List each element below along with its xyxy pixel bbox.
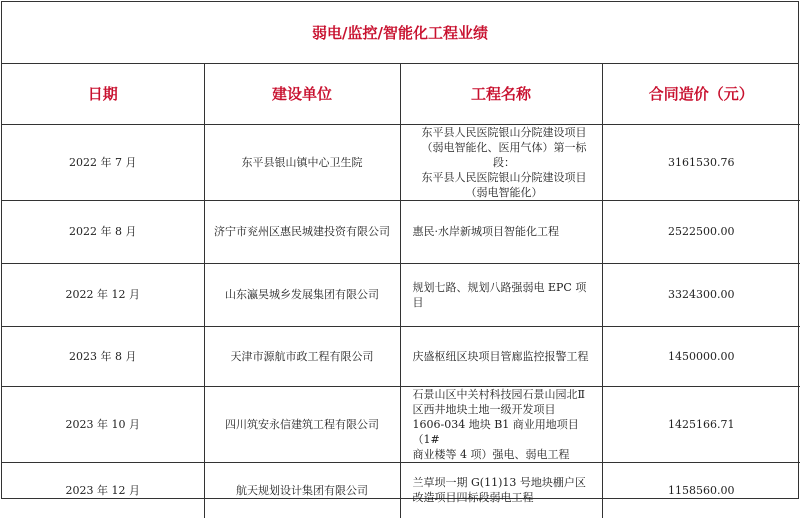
- row-project: [400, 326, 602, 386]
- row-unit: 航天规划设计集团有限公司: [204, 462, 400, 518]
- project-line: 改造项目四标段弱电工程: [412, 491, 534, 505]
- row-date: 2022 年 12 月: [2, 263, 204, 326]
- row-project: [400, 200, 602, 263]
- row-date: 2022 年 8 月: [2, 200, 204, 263]
- project-line: 区西井地块土地一级开发项目: [412, 402, 556, 416]
- table-row: [2, 200, 800, 263]
- project-line: 惠民·水岸新城项目智能化工程: [412, 225, 559, 238]
- row-unit: 天津市源航市政工程有限公司: [204, 326, 400, 386]
- row-unit: 东平县银山镇中心卫生院: [204, 124, 400, 200]
- row-price: 2522500.00: [602, 200, 800, 263]
- table-row: [2, 263, 800, 326]
- header-date: 日期: [2, 64, 204, 124]
- project-line: 规划七路、规划八路强弱电 EPC 项目: [412, 280, 587, 309]
- header-price: 合同造价（元）: [602, 64, 800, 124]
- row-date: 2023 年 12 月: [2, 462, 204, 518]
- project-line: 兰草坝一期 G(11)13 号地块棚户区: [412, 476, 586, 490]
- header-row: [2, 64, 800, 124]
- row-price: 3324300.00: [602, 263, 800, 326]
- row-date: 2023 年 8 月: [2, 326, 204, 386]
- sheet-title: 弱电/监控/智能化工程业绩: [2, 2, 798, 64]
- row-price: 1425166.71: [602, 386, 800, 462]
- project-line: 东平县人民医院银山分院建设项目: [421, 125, 587, 139]
- header-project: 工程名称: [400, 64, 602, 124]
- row-project: [400, 124, 602, 200]
- performance-table: [2, 64, 800, 518]
- project-line: 庆盛枢纽区块项目管廊监控报警工程: [412, 349, 589, 363]
- table-row: [2, 326, 800, 386]
- table-row: [2, 124, 800, 200]
- row-price: 1158560.00: [602, 462, 800, 518]
- row-date: 2022 年 7 月: [2, 124, 204, 200]
- row-unit: 济宁市兖州区惠民城建投资有限公司: [204, 200, 400, 263]
- row-price: 3161530.76: [602, 124, 800, 200]
- project-line: （弱电智能化、医用气体）第一标段：: [421, 140, 587, 169]
- row-price: 1450000.00: [602, 326, 800, 386]
- project-line: （弱电智能化）: [465, 185, 543, 199]
- project-line: 石景山区中关村科技园石景山园北Ⅱ: [412, 387, 585, 401]
- row-date: 2023 年 10 月: [2, 386, 204, 462]
- table-row: [2, 462, 800, 518]
- row-unit: 山东瀛昊城乡发展集团有限公司: [204, 263, 400, 326]
- performance-sheet: [1, 1, 799, 505]
- table-row: [2, 386, 800, 462]
- header-unit: 建设单位: [204, 64, 400, 124]
- row-project: [400, 386, 602, 462]
- row-project: [400, 263, 602, 326]
- project-line: 1606-034 地块 B1 商业用地项目（1#: [412, 417, 579, 446]
- row-project: [400, 462, 602, 518]
- row-unit: 四川筑安永信建筑工程有限公司: [204, 386, 400, 462]
- project-line: 东平县人民医院银山分院建设项目: [421, 170, 587, 184]
- project-line: 商业楼等 4 项）强电、弱电工程: [412, 447, 570, 461]
